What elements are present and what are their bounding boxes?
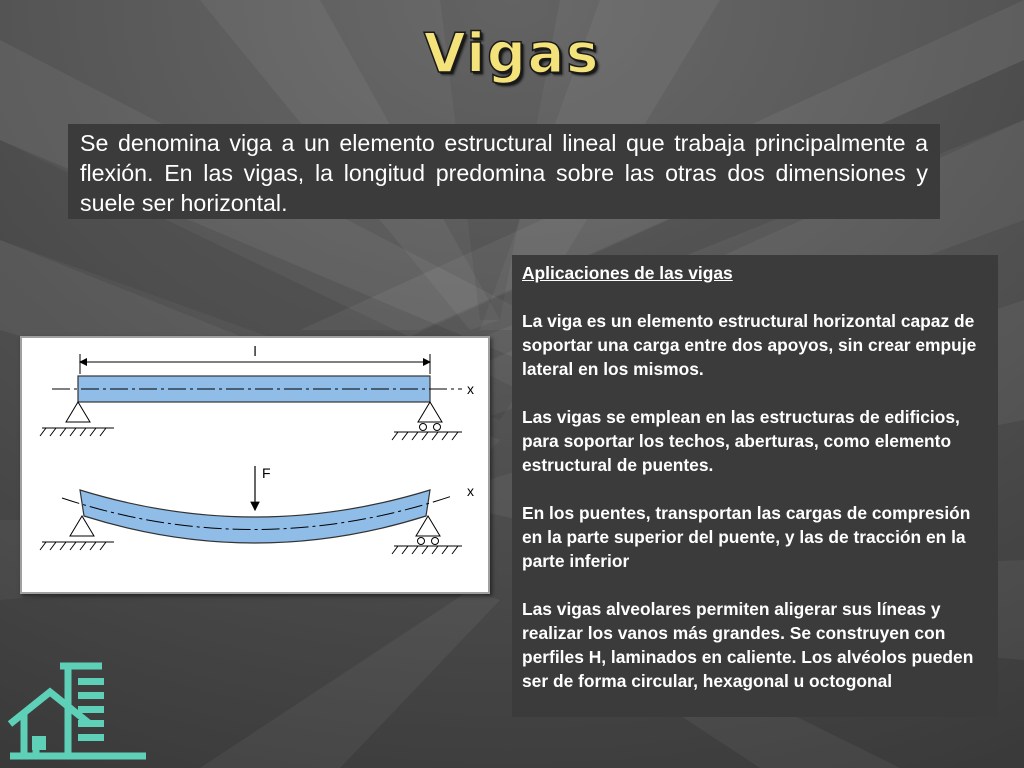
roller-wheel — [418, 538, 425, 545]
force-label: F — [262, 465, 271, 481]
applications-box — [512, 255, 998, 717]
applications-paragraph: En los puentes, transportan las cargas de compresión en la parte superior del puente, y las de tracción en la parte inferior — [522, 503, 971, 571]
roller-wheel — [434, 424, 441, 431]
applications-paragraph: Las vigas alveolares permiten aligerar sus líneas y realizar los vanos más grandes. Se construyen con perfiles H, laminados en caliente. Los alvéolos pueden ser de forma circular, hexagonal u octogonal — [522, 599, 974, 691]
beam-diagram — [20, 336, 490, 594]
pinned-support-bottom-left — [70, 516, 94, 536]
roller-support-top-right — [418, 402, 442, 422]
ground-hatch-bottom-left — [40, 542, 106, 550]
applications-heading-para — [522, 261, 990, 285]
intro-text-box — [68, 124, 940, 219]
pinned-support-top-left — [66, 402, 90, 422]
beam-diagram-svg — [22, 338, 488, 592]
ground-hatch-bottom-right — [392, 546, 458, 554]
house-logo-icon — [6, 662, 156, 762]
slide-title: Vigas — [423, 22, 601, 85]
roller-support-bottom-right — [416, 516, 440, 536]
applications-paragraph: La viga es un elemento estructural horizontal capaz de soportar una carga entre dos apoyos, sin crear empuje lateral en los mismos. — [522, 311, 977, 379]
axis-label-top: x — [467, 381, 474, 397]
axis-label-bottom: x — [467, 483, 474, 499]
roller-wheel — [432, 538, 439, 545]
intro-text: Se denomina viga a un elemento estructural lineal que trabaja principalmente a flexión. En las vigas, la longitud predomina sobre las otras dos dimensiones y suele ser horizontal. — [80, 130, 928, 216]
applications-heading: Aplicaciones de las vigas — [522, 263, 733, 283]
ground-hatch-top-right — [392, 432, 458, 440]
applications-paragraph: Las vigas se emplean en las estructuras de edificios, para soportar los techos, aberturas, como elemento estructural de puentes. — [522, 407, 960, 475]
ground-hatch-top-left — [40, 428, 106, 436]
length-label: l — [253, 343, 257, 359]
roller-wheel — [420, 424, 427, 431]
